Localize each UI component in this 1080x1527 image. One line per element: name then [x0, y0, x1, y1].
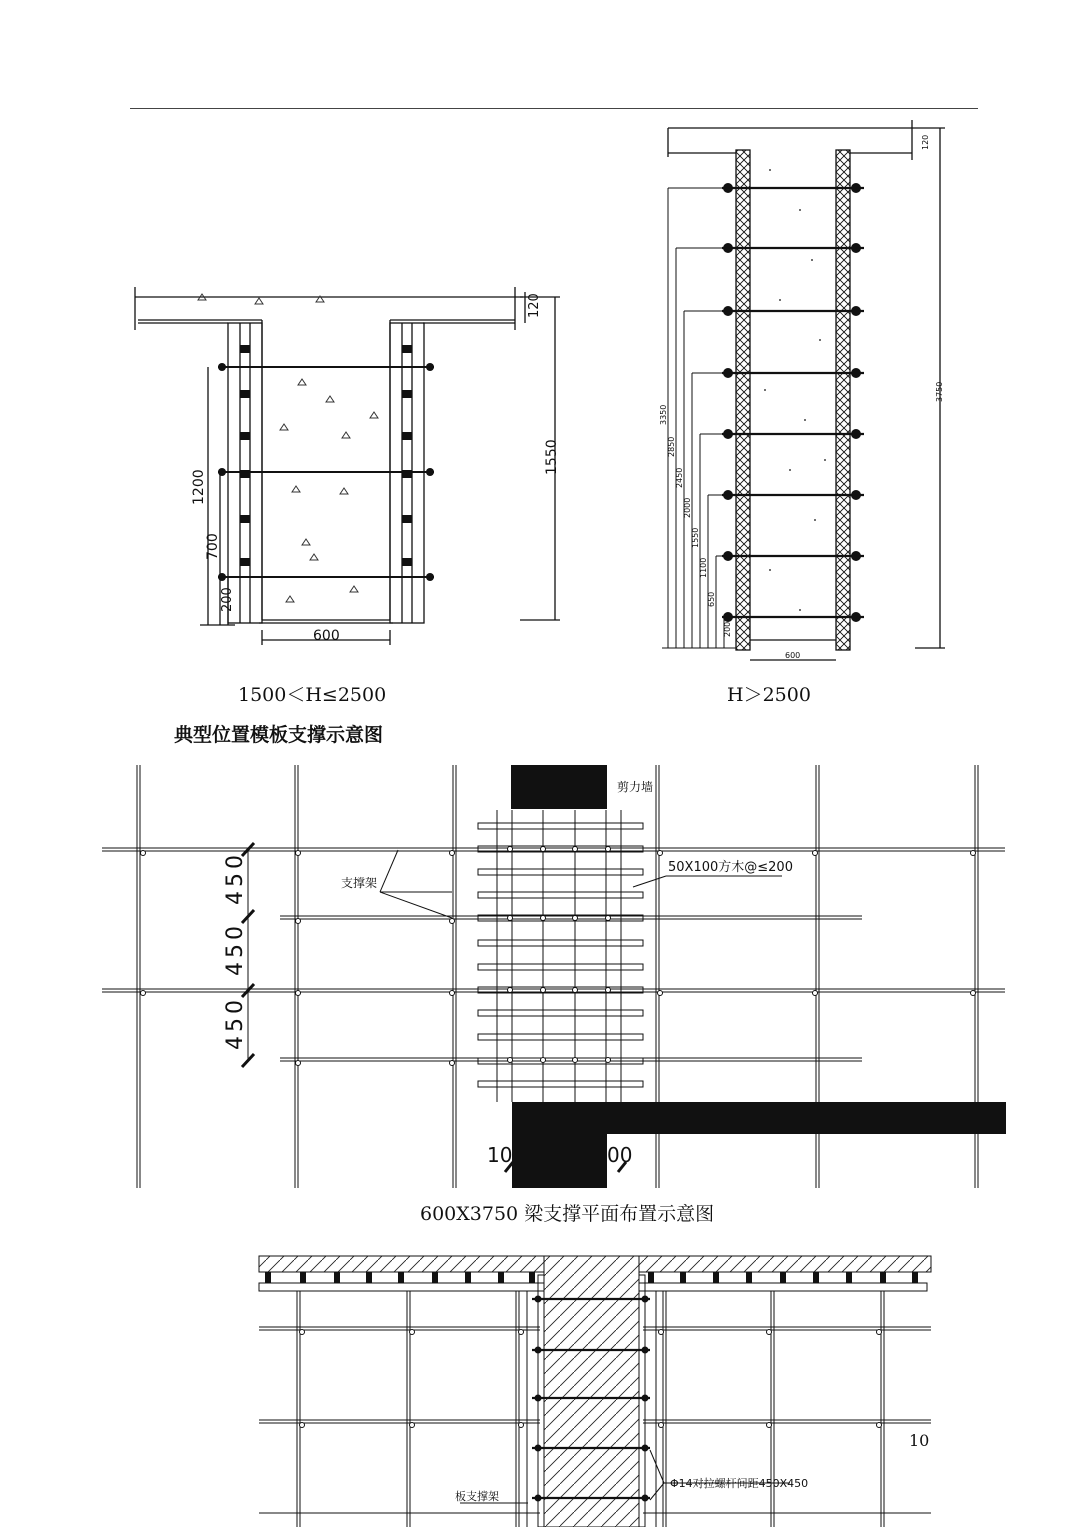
- dim-width-left: 600: [313, 628, 340, 644]
- dim-2850: 2850: [667, 436, 676, 457]
- dim-slab-right: 120: [921, 134, 930, 150]
- dim-2450: 2450: [675, 467, 684, 488]
- dim-450-1: 450: [223, 851, 248, 905]
- label-support-frame: 支撑架: [341, 876, 378, 890]
- dim-2000: 2000: [683, 497, 692, 518]
- dim-total-right: 3750: [935, 381, 944, 402]
- dim-3350: 3350: [659, 404, 668, 425]
- dim-450-3: 450: [223, 996, 248, 1050]
- dim-200-right: 200: [723, 621, 732, 637]
- caption-left: 1500＜H≤2500: [238, 684, 387, 706]
- figure-title-typical: 典型位置模板支撑示意图: [174, 724, 384, 746]
- dim-700-left: 700: [205, 533, 221, 560]
- dim-1550: 1550: [691, 527, 700, 548]
- dim-650: 650: [707, 591, 716, 607]
- dim-1200-left: 1200: [191, 469, 207, 505]
- dim-slab-left: 120: [527, 293, 542, 318]
- dim-bottom-left: 10: [487, 1143, 513, 1167]
- dim-height-left: 1550: [544, 439, 560, 475]
- caption-right: H＞2500: [727, 684, 811, 706]
- label-slab-support: 板支撑架: [455, 1490, 499, 1503]
- dim-width-right: 600: [785, 651, 801, 660]
- dim-450-2: 450: [223, 922, 248, 976]
- dim-1100: 1100: [699, 557, 708, 578]
- label-shear-wall: 剪力墙: [617, 780, 654, 794]
- dim-200-left: 200: [220, 587, 235, 612]
- dim-bottom-right: 00: [607, 1143, 633, 1167]
- label-timber: 50X100方木@≤200: [668, 860, 793, 875]
- page-number: 10: [909, 1431, 930, 1450]
- label-tie-rod: Φ14对拉螺杆间距450X450: [670, 1477, 809, 1490]
- caption-plan-layout: 600X3750 梁支撑平面布置示意图: [420, 1203, 715, 1225]
